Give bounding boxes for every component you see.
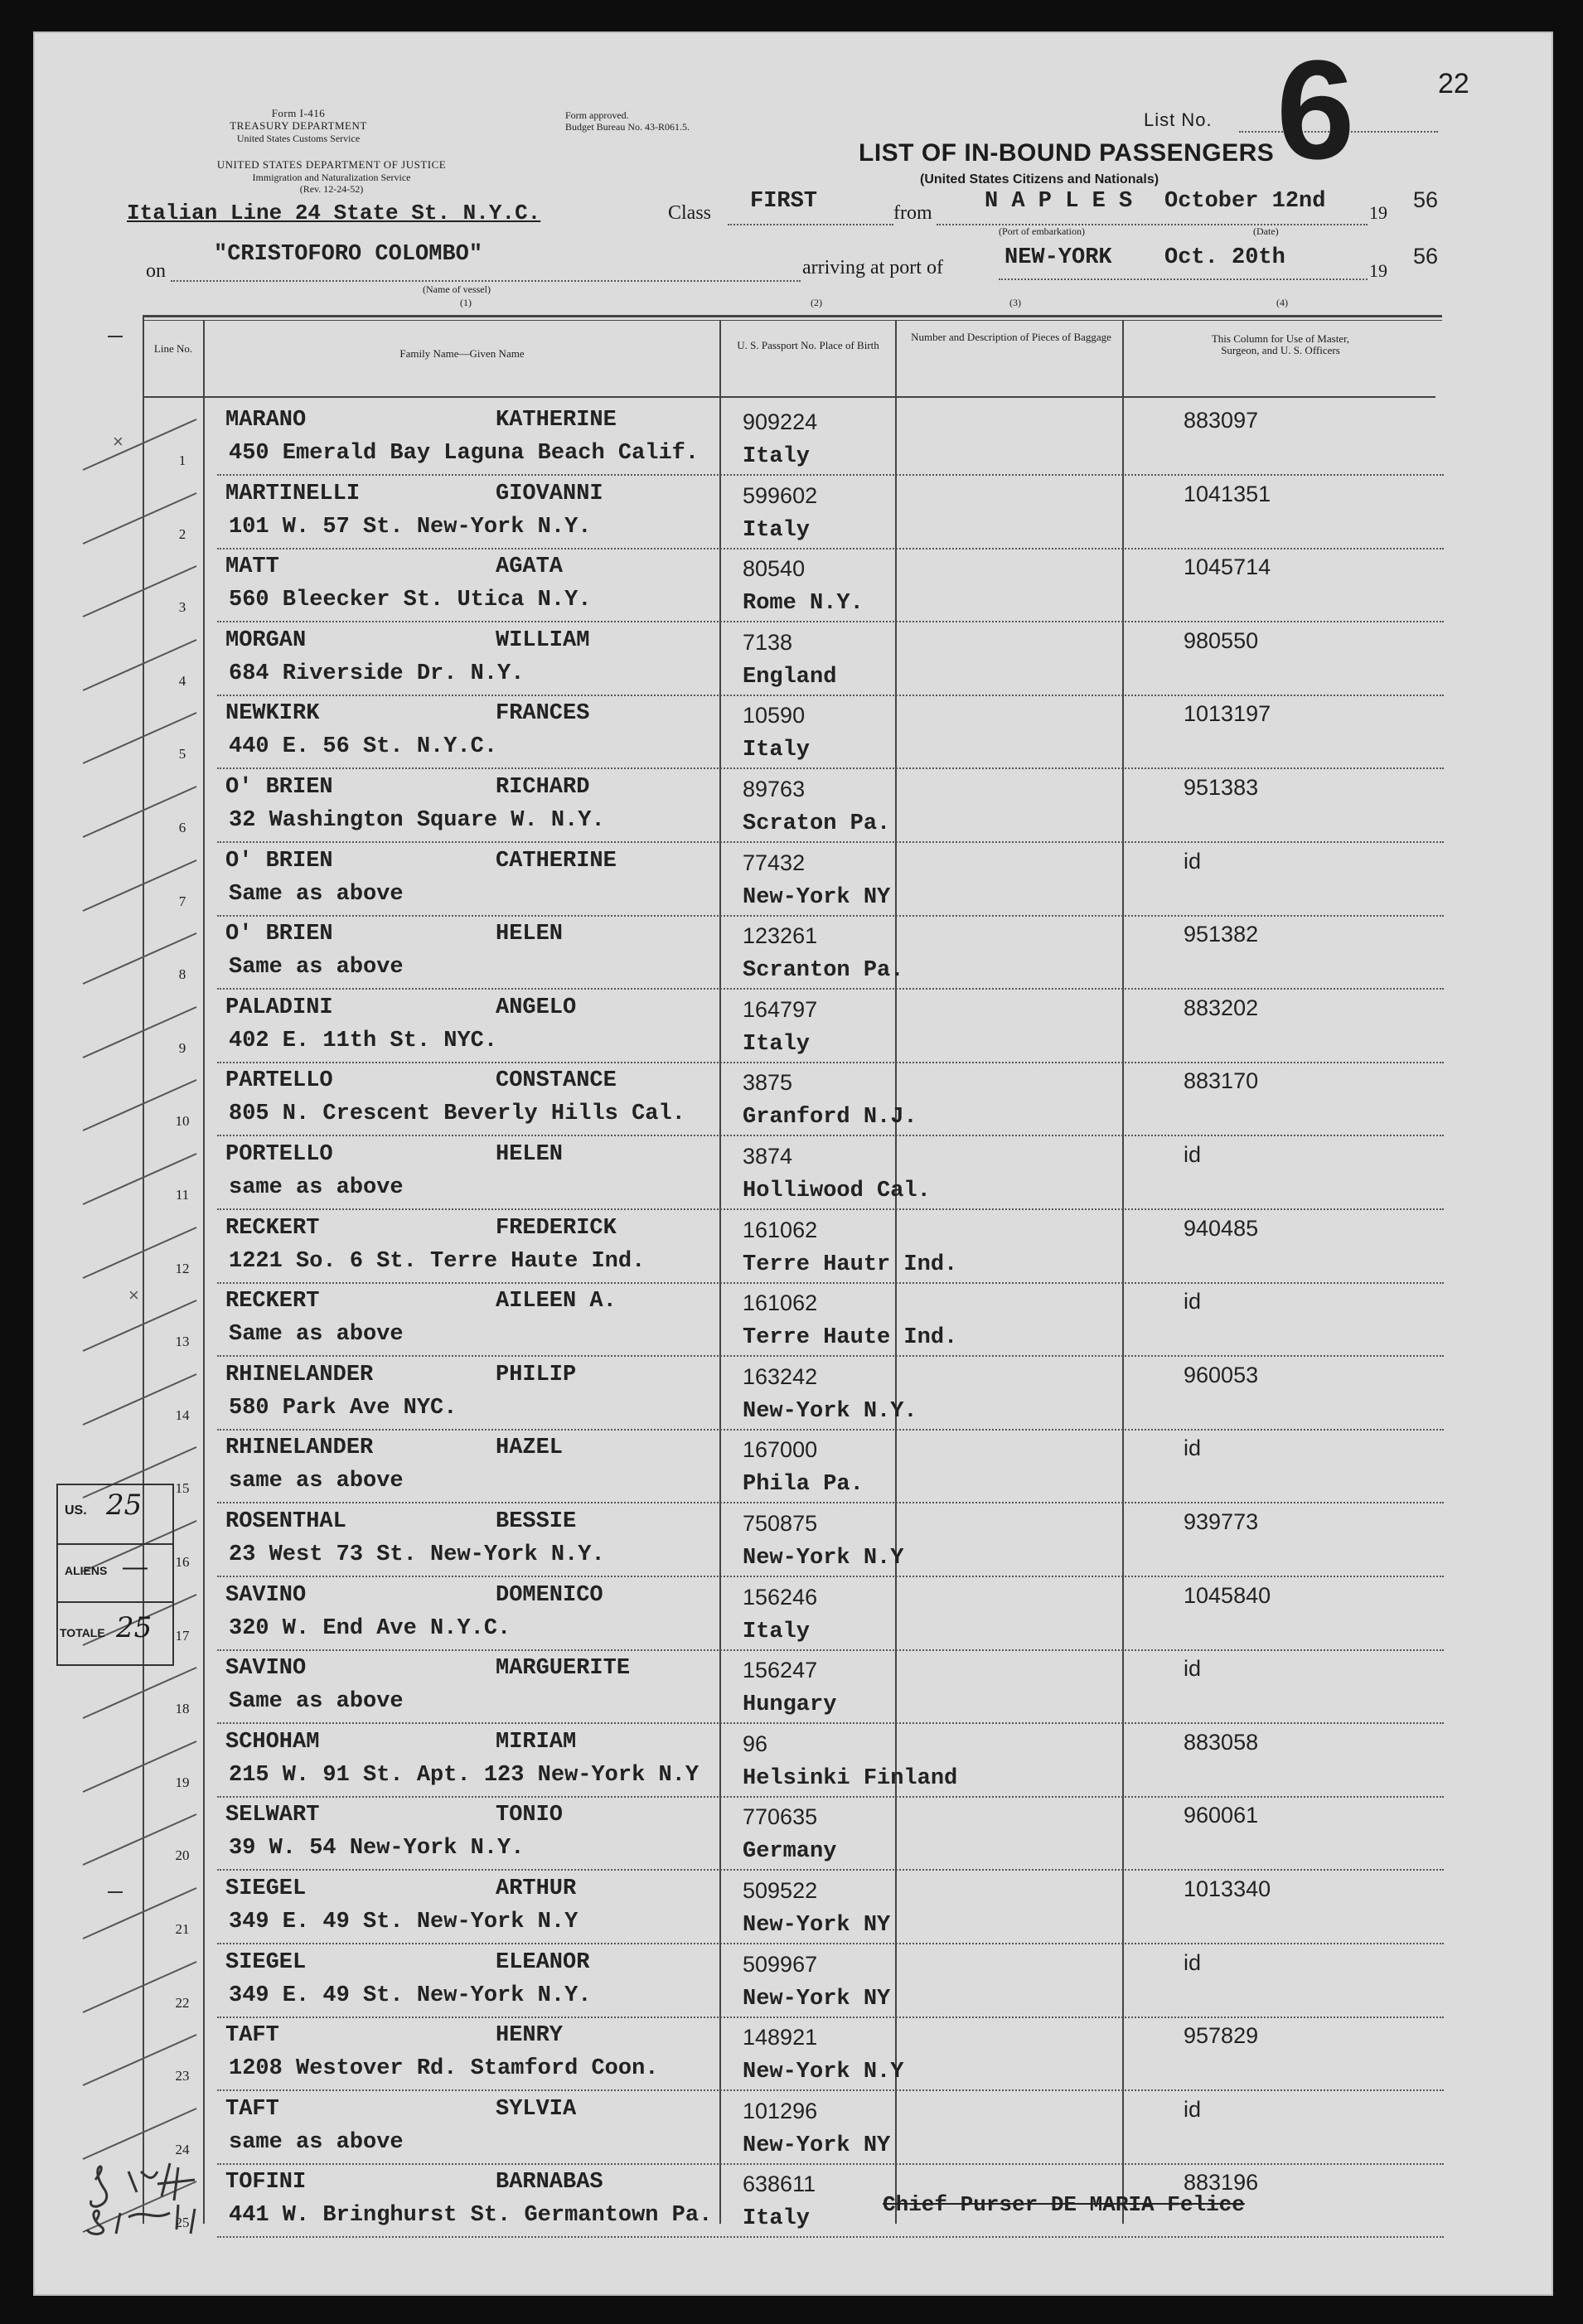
family-name: PALADINI xyxy=(225,995,333,1020)
stamp-aliens-value: — xyxy=(123,1553,148,1581)
line-number: 4 xyxy=(178,672,186,689)
revision-date: (Rev. 12-24-52) xyxy=(299,183,364,195)
officer-reference: 939773 xyxy=(1184,1509,1259,1534)
address: 349 E. 49 St. New-York N.Y xyxy=(229,1910,578,1934)
given-name: FREDERICK xyxy=(496,1215,617,1241)
header-baggage: Number and Description of Pieces of Baggage xyxy=(911,331,1111,343)
address: 39 W. 54 New-York N.Y. xyxy=(229,1836,525,1862)
class-value: FIRST xyxy=(750,189,818,214)
port-caption: (Port of embarkation) xyxy=(999,225,1085,237)
address: 215 W. 91 St. Apt. 123 New-York N.Y xyxy=(229,1762,700,1788)
place-of-birth: Italy xyxy=(743,738,811,763)
family-name: PARTELLO xyxy=(225,1068,333,1094)
address: 101 W. 57 St. New-York N.Y. xyxy=(229,514,592,540)
line-number: 8 xyxy=(178,966,186,983)
place-of-birth: Helsinki Finland xyxy=(743,1765,958,1791)
row-separator xyxy=(217,1576,1444,1577)
passport-number: 101296 xyxy=(743,2098,818,2123)
handwritten-initials xyxy=(79,2155,236,2238)
family-name: SIEGEL xyxy=(225,1876,307,1901)
family-name: SAVINO xyxy=(225,1582,307,1608)
row-separator xyxy=(217,1869,1444,1871)
stamp-aliens-label: ALIENS xyxy=(65,1564,108,1577)
passport-number: 163242 xyxy=(743,1363,818,1389)
officer-reference: 883097 xyxy=(1184,408,1259,433)
line-number: 16 xyxy=(175,1554,190,1570)
family-name: MATT xyxy=(225,554,279,580)
officer-reference: id xyxy=(1184,1142,1202,1167)
arrival-year-prefix: 19 xyxy=(1369,260,1387,281)
officer-reference: 883196 xyxy=(1184,2170,1259,2196)
officer-reference: 1041351 xyxy=(1184,481,1271,506)
header-line-no: Line No. xyxy=(153,342,193,355)
address: 1208 Westover Rd. Stamford Coon. xyxy=(229,2056,659,2082)
place-of-birth: Italy xyxy=(743,517,811,543)
line-number: 11 xyxy=(175,1187,190,1203)
given-name: SYLVIA xyxy=(496,2096,577,2122)
margin-dash-mark xyxy=(108,336,123,337)
address: 440 E. 56 St. N.Y.C. xyxy=(229,734,498,760)
given-name: AILEEN A. xyxy=(496,1289,617,1315)
row-separator xyxy=(217,841,1444,843)
list-number: 6 xyxy=(1276,31,1355,189)
given-name: KATHERINE xyxy=(496,408,617,433)
address: 450 Emerald Bay Laguna Beach Calif. xyxy=(229,441,700,466)
row-separator xyxy=(217,621,1444,622)
address: 320 W. End Ave N.Y.C. xyxy=(229,1615,511,1641)
year-prefix: 19 xyxy=(1369,202,1387,223)
stamp-total-value: 25 xyxy=(116,1611,152,1644)
line-number: 13 xyxy=(175,1334,190,1350)
place-of-birth: Italy xyxy=(743,1031,811,1057)
given-name: MARGUERITE xyxy=(496,1656,631,1682)
shipping-agent: Italian Line 24 State St. N.Y.C. xyxy=(127,201,541,225)
officer-reference: 980550 xyxy=(1184,627,1259,653)
line-number: 3 xyxy=(178,599,186,616)
date-caption: (Date) xyxy=(1253,225,1279,237)
family-name: SCHOHAM xyxy=(225,1729,320,1755)
form-number: Form I-416 xyxy=(271,107,326,119)
treasury-dept: TREASURY DEPARTMENT xyxy=(230,119,367,132)
given-name: CONSTANCE xyxy=(496,1068,617,1094)
address: 32 Washington Square W. N.Y. xyxy=(229,808,605,833)
line-number: 22 xyxy=(175,1994,190,2011)
address: 805 N. Crescent Beverly Hills Cal. xyxy=(229,1101,685,1127)
row-separator xyxy=(217,1796,1444,1798)
address: Same as above xyxy=(229,1689,404,1715)
officer-reference: id xyxy=(1184,1436,1202,1461)
family-name: MARTINELLI xyxy=(225,481,361,506)
row-separator xyxy=(217,1208,1444,1210)
officer-reference: 957829 xyxy=(1184,2023,1259,2049)
address: 580 Park Ave NYC. xyxy=(229,1395,457,1421)
given-name: BARNABAS xyxy=(496,2170,603,2196)
port-of-embarkation: N A P L E S xyxy=(985,189,1133,214)
family-name: SIEGEL xyxy=(225,1949,307,1975)
place-of-birth: New-York NY xyxy=(743,884,891,910)
header-passport: U. S. Passport No. Place of Birth xyxy=(737,339,879,351)
line-number: 17 xyxy=(175,1627,190,1644)
row-separator xyxy=(217,1429,1444,1431)
given-name: RICHARD xyxy=(496,775,590,800)
row-separator xyxy=(217,988,1444,990)
line-number: 7 xyxy=(178,893,186,909)
officer-reference: 883170 xyxy=(1184,1068,1259,1094)
arriving-label: arriving at port of xyxy=(802,257,943,278)
tally-stamp xyxy=(56,1484,174,1666)
address: 560 Bleecker St. Utica N.Y. xyxy=(229,588,592,613)
place-of-birth: England xyxy=(743,664,837,690)
list-no-label: List No. xyxy=(1144,109,1213,130)
given-name: HELEN xyxy=(496,922,564,947)
passport-number: 156247 xyxy=(743,1658,818,1683)
officer-reference: id xyxy=(1184,848,1202,874)
family-name: RHINELANDER xyxy=(225,1362,374,1387)
place-of-birth: Granford N.J. xyxy=(743,1105,917,1131)
line-number: 10 xyxy=(175,1113,190,1130)
family-name: RECKERT xyxy=(225,1289,320,1315)
address: Same as above xyxy=(229,955,404,980)
place-of-birth: New-York N.Y xyxy=(743,2060,904,2085)
family-name: O' BRIEN xyxy=(225,922,333,947)
document-subtitle: (United States Citizens and Nationals) xyxy=(920,172,1159,186)
officer-reference: 1045714 xyxy=(1184,554,1271,580)
line-number: 2 xyxy=(178,525,186,542)
family-name: TAFT xyxy=(225,2096,279,2122)
passport-number: 909224 xyxy=(743,409,818,434)
place-of-birth: Rome N.Y. xyxy=(743,591,864,617)
officer-reference: 883058 xyxy=(1184,1729,1259,1755)
officer-reference: 940485 xyxy=(1184,1215,1259,1241)
place-of-birth: Italy xyxy=(743,444,811,469)
place-of-birth: Phila Pa. xyxy=(743,1472,864,1498)
column-1-number: (1) xyxy=(460,297,472,308)
officer-reference: 1013197 xyxy=(1184,701,1271,727)
officer-reference: 960053 xyxy=(1184,1362,1259,1387)
column-3-number: (3) xyxy=(1009,297,1021,308)
officer-reference: 1013340 xyxy=(1184,1876,1271,1901)
given-name: AGATA xyxy=(496,554,564,580)
passport-number: 750875 xyxy=(743,1511,818,1536)
place-of-birth: New-York N.Y. xyxy=(743,1398,917,1424)
row-separator xyxy=(217,2236,1444,2238)
row-separator xyxy=(217,1282,1444,1284)
place-of-birth: Holliwood Cal. xyxy=(743,1179,931,1203)
line-number: 15 xyxy=(175,1480,190,1497)
address: 1221 So. 6 St. Terre Haute Ind. xyxy=(229,1248,646,1274)
row-separator xyxy=(217,767,1444,769)
place-of-birth: Scraton Pa. xyxy=(743,811,891,836)
place-of-birth: Terre Haute Ind. xyxy=(743,1325,958,1351)
family-name: MARANO xyxy=(225,408,307,433)
given-name: FRANCES xyxy=(496,701,590,727)
justice-dept: UNITED STATES DEPARTMENT OF JUSTICE xyxy=(216,158,447,171)
officer-reference: id xyxy=(1184,1656,1202,1682)
passport-number: 3874 xyxy=(743,1144,793,1169)
family-name: MORGAN xyxy=(225,627,307,653)
given-name: HENRY xyxy=(496,2023,564,2049)
row-separator xyxy=(217,1943,1444,1944)
passport-number: 509522 xyxy=(743,1878,818,1903)
family-name: O' BRIEN xyxy=(225,848,333,874)
row-separator xyxy=(217,695,1444,696)
family-name: TOFINI xyxy=(225,2170,307,2196)
stamp-us-label: US. xyxy=(65,1503,87,1518)
stamp-total-label: TOTALE xyxy=(60,1626,105,1639)
immigration-service: Immigration and Naturalization Service xyxy=(252,172,411,183)
row-separator xyxy=(217,1062,1444,1063)
passport-number: 10590 xyxy=(743,703,806,729)
officer-reference: id xyxy=(1184,2096,1202,2122)
officer-reference: 960061 xyxy=(1184,1803,1259,1828)
place-of-birth: Germany xyxy=(743,1839,837,1865)
passport-number: 156246 xyxy=(743,1584,818,1610)
officer-reference: 951383 xyxy=(1184,775,1259,800)
family-name: SAVINO xyxy=(225,1656,307,1682)
family-name: O' BRIEN xyxy=(225,775,333,800)
address: same as above xyxy=(229,1469,404,1494)
family-name: NEWKIRK xyxy=(225,701,320,727)
place-of-birth: Italy xyxy=(743,2206,811,2232)
passport-number: 7138 xyxy=(743,629,793,655)
header-name: Family Name—Given Name xyxy=(399,347,525,360)
class-label: Class xyxy=(668,202,712,224)
line-number: 1 xyxy=(178,453,186,468)
passport-number: 77432 xyxy=(743,850,806,875)
arrival-date: Oct. 20th xyxy=(1164,245,1285,270)
address: 684 Riverside Dr. N.Y. xyxy=(229,661,525,686)
given-name: CATHERINE xyxy=(496,848,617,874)
given-name: ANGELO xyxy=(496,995,577,1020)
line-number: 14 xyxy=(175,1407,190,1423)
document-title: LIST OF IN-BOUND PASSENGERS xyxy=(859,139,1275,167)
row-separator xyxy=(217,915,1444,917)
address: 441 W. Bringhurst St. Germantown Pa. xyxy=(229,2203,713,2229)
row-separator xyxy=(217,2089,1444,2091)
place-of-birth: Terre Hautr Ind. xyxy=(743,1252,958,1277)
line-number: 5 xyxy=(178,746,186,763)
margin-dash-mark xyxy=(108,1891,123,1893)
embarkation-date: October 12nd xyxy=(1164,189,1326,214)
header-officers: This Column for Use of Master, Surgeon, and U. S. Officers xyxy=(1211,332,1350,356)
stamp-us-value: 25 xyxy=(106,1489,143,1522)
address: 349 E. 49 St. New-York N.Y. xyxy=(229,1983,592,2008)
passport-number: 164797 xyxy=(743,996,818,1022)
address: same as above xyxy=(229,1175,404,1200)
chief-purser-signature: Chief Purser DE MARIA Felice xyxy=(883,2192,1245,2217)
address: Same as above xyxy=(229,1322,404,1348)
given-name: HAZEL xyxy=(496,1436,564,1461)
passport-number: 148921 xyxy=(743,2025,818,2050)
given-name: TONIO xyxy=(496,1803,564,1828)
officer-reference: id xyxy=(1184,1949,1202,1975)
passport-number: 123261 xyxy=(743,923,818,949)
row-separator xyxy=(217,2163,1444,2165)
arrival-port: NEW-YORK xyxy=(1005,245,1112,270)
row-separator xyxy=(217,1502,1444,1503)
passport-number: 770635 xyxy=(743,1804,818,1830)
place-of-birth: Scranton Pa. xyxy=(743,958,904,984)
customs-service: United States Customs Service xyxy=(236,133,361,144)
from-label: from xyxy=(893,202,932,224)
family-name: ROSENTHAL xyxy=(225,1509,346,1534)
given-name: WILLIAM xyxy=(496,627,590,653)
place-of-birth: Hungary xyxy=(743,1692,837,1718)
row-separator xyxy=(217,1355,1444,1357)
given-name: ELEANOR xyxy=(496,1949,590,1975)
line-number: 24 xyxy=(175,2141,190,2157)
officer-reference: id xyxy=(1184,1289,1202,1315)
margin-x-mark: × xyxy=(128,1285,139,1305)
passport-number: 3875 xyxy=(743,1070,793,1096)
passport-number: 599602 xyxy=(743,482,818,508)
line-number: 21 xyxy=(175,1921,190,1937)
address: Same as above xyxy=(229,881,404,907)
on-label: on xyxy=(146,260,166,282)
place-of-birth: Italy xyxy=(743,1619,811,1644)
form-approved: Form approved. xyxy=(565,109,629,121)
budget-bureau: Budget Bureau No. 43-R061.5. xyxy=(565,121,690,133)
passport-number: 509967 xyxy=(743,1951,818,1977)
place-of-birth: New-York NY xyxy=(743,2133,891,2158)
place-of-birth: New-York NY xyxy=(743,1913,891,1938)
passport-number: 96 xyxy=(743,1731,768,1756)
row-separator xyxy=(217,1722,1444,1724)
address: same as above xyxy=(229,2129,404,2155)
line-number: 20 xyxy=(175,1847,190,1864)
line-number: 18 xyxy=(175,1701,190,1717)
passport-number: 89763 xyxy=(743,777,806,801)
given-name: HELEN xyxy=(496,1142,564,1167)
line-number: 19 xyxy=(175,1774,190,1790)
row-separator xyxy=(217,1649,1444,1651)
passport-number: 638611 xyxy=(743,2171,816,2197)
row-separator xyxy=(217,548,1444,550)
officer-reference: 1045840 xyxy=(1184,1582,1271,1608)
line-number: 6 xyxy=(178,820,186,835)
vessel-caption: (Name of vessel) xyxy=(423,283,491,295)
embarkation-year: 56 xyxy=(1413,187,1439,212)
address: 23 West 73 St. New-York N.Y. xyxy=(229,1542,605,1567)
family-name: TAFT xyxy=(225,2023,279,2049)
passport-number: 161062 xyxy=(743,1217,818,1242)
family-name: RHINELANDER xyxy=(225,1436,374,1461)
given-name: GIOVANNI xyxy=(496,481,603,506)
place-of-birth: New-York NY xyxy=(743,1986,891,2012)
officer-reference: 951382 xyxy=(1184,922,1259,947)
row-separator xyxy=(217,474,1444,476)
given-name: ARTHUR xyxy=(496,1876,577,1901)
line-number: 25 xyxy=(175,2215,190,2231)
family-name: RECKERT xyxy=(225,1215,320,1241)
page-number: 22 xyxy=(1438,68,1469,99)
vessel-name: "CRISTOFORO COLOMBO" xyxy=(214,242,483,267)
family-name: SELWART xyxy=(225,1803,320,1828)
margin-x-mark: × xyxy=(113,431,123,452)
passport-number: 80540 xyxy=(743,556,806,582)
place-of-birth: New-York N.Y xyxy=(743,1546,904,1571)
line-number: 23 xyxy=(175,2068,190,2084)
row-separator xyxy=(217,1135,1444,1136)
column-2-number: (2) xyxy=(811,297,822,308)
officer-reference: 883202 xyxy=(1184,995,1259,1020)
given-name: DOMENICO xyxy=(496,1582,603,1608)
line-number: 9 xyxy=(178,1039,186,1056)
given-name: MIRIAM xyxy=(496,1729,577,1755)
column-4-number: (4) xyxy=(1276,297,1288,308)
row-separator xyxy=(217,2017,1444,2018)
family-name: PORTELLO xyxy=(225,1142,333,1167)
given-name: PHILIP xyxy=(496,1362,577,1387)
arrival-year: 56 xyxy=(1413,244,1439,269)
line-number: 12 xyxy=(175,1260,190,1276)
passport-number: 167000 xyxy=(743,1437,818,1463)
given-name: BESSIE xyxy=(496,1509,577,1534)
address: 402 E. 11th St. NYC. xyxy=(229,1028,498,1053)
passport-number: 161062 xyxy=(743,1290,818,1316)
